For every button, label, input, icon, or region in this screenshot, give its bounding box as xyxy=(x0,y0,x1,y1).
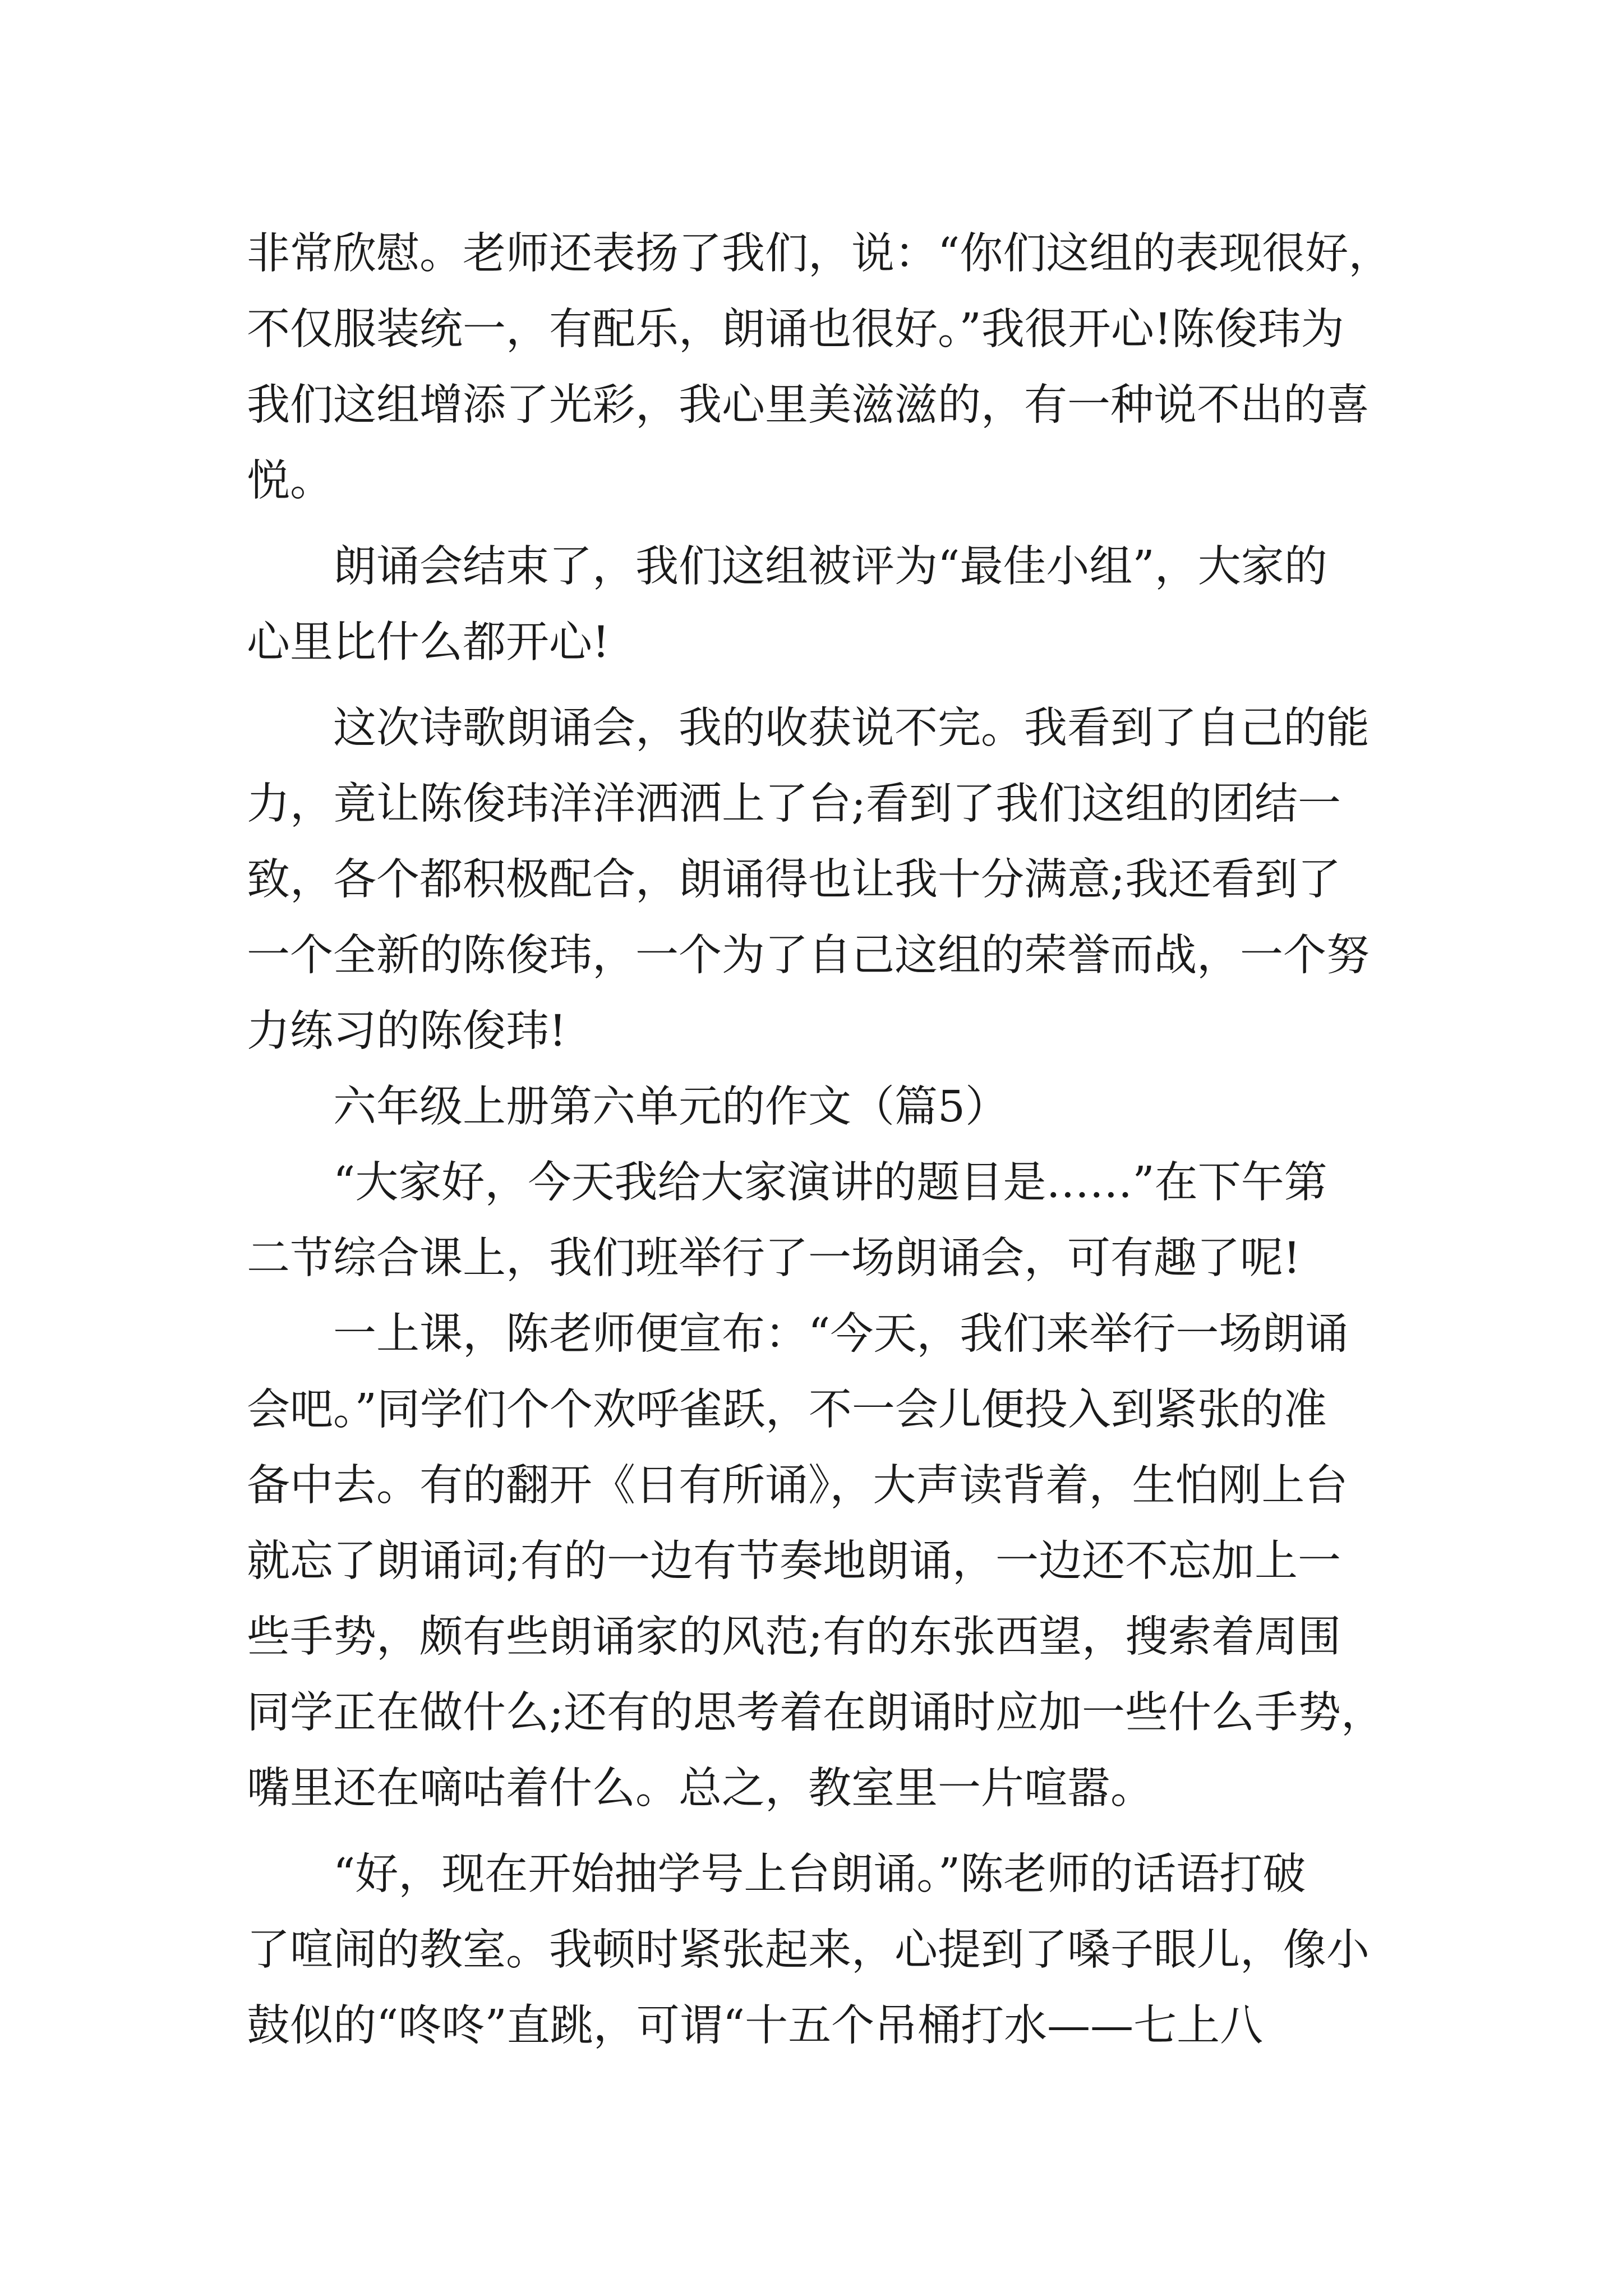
text-line: 力练习的陈俊玮! xyxy=(247,1006,566,1056)
text-line: 就忘了朗诵词;有的一边有节奏地朗诵，一边还不忘加上一 xyxy=(247,1536,1341,1586)
text-line: 这次诗歌朗诵会，我的收获说不完。我看到了自己的能 xyxy=(247,703,1370,753)
text-line: 朗诵会结束了，我们这组被评为“最佳小组”，大家的 xyxy=(247,542,1327,592)
text-line: 一个全新的陈俊玮，一个为了自己这组的荣誉而战，一个努 xyxy=(247,931,1370,981)
text-line: 嘴里还在嘀咕着什么。总之，教室里一片喧嚣。 xyxy=(247,1764,1154,1814)
text-line: 悦。 xyxy=(247,456,333,506)
essay-body xyxy=(247,216,1391,2064)
text-line: 了喧闹的教室。我顿时紧张起来，心提到了嗓子眼儿，像小 xyxy=(247,1925,1370,1975)
text-line: 鼓似的“咚咚”直跳，可谓“十五个吊桶打水——七上八 xyxy=(247,2001,1264,2051)
text-line: 备中去。有的翻开《日有所诵》，大声读背着，生怕刚上台 xyxy=(247,1461,1348,1511)
text-line: 些手势，颇有些朗诵家的风范;有的东张西望，搜索着周围 xyxy=(247,1612,1341,1662)
text-line: 会吧。”同学们个个欢呼雀跃，不一会儿便投入到紧张的准 xyxy=(247,1385,1327,1435)
text-line: 一上课，陈老师便宣布：“今天，我们来举行一场朗诵 xyxy=(247,1309,1349,1359)
text-line: 非常欣慰。老师还表扬了我们，说：“你们这组的表现很好， xyxy=(247,229,1392,279)
text-line: “大家好，今天我给大家演讲的题目是……”在下午第 xyxy=(247,1158,1327,1208)
text-line: 二节综合课上，我们班举行了一场朗诵会，可有趣了呢! xyxy=(247,1234,1301,1283)
section-heading: 六年级上册第六单元的作文（篇5） xyxy=(247,1082,1008,1132)
text-line: “好，现在开始抽学号上台朗诵。”陈老师的话语打破 xyxy=(247,1849,1306,1899)
text-line: 我们这组增添了光彩，我心里美滋滋的，有一种说不出的喜 xyxy=(247,380,1370,430)
text-line: 力，竟让陈俊玮洋洋洒洒上了台;看到了我们这组的团结一 xyxy=(247,779,1341,829)
text-line: 不仅服装统一，有配乐，朗诵也很好。”我很开心!陈俊玮为 xyxy=(247,305,1344,355)
text-line: 致，各个都积极配合，朗诵得也让我十分满意;我还看到了 xyxy=(247,855,1341,905)
text-line: 同学正在做什么;还有的思考着在朗诵时应加一些什么手势， xyxy=(247,1688,1384,1738)
text-line: 心里比什么都开心! xyxy=(247,618,610,668)
